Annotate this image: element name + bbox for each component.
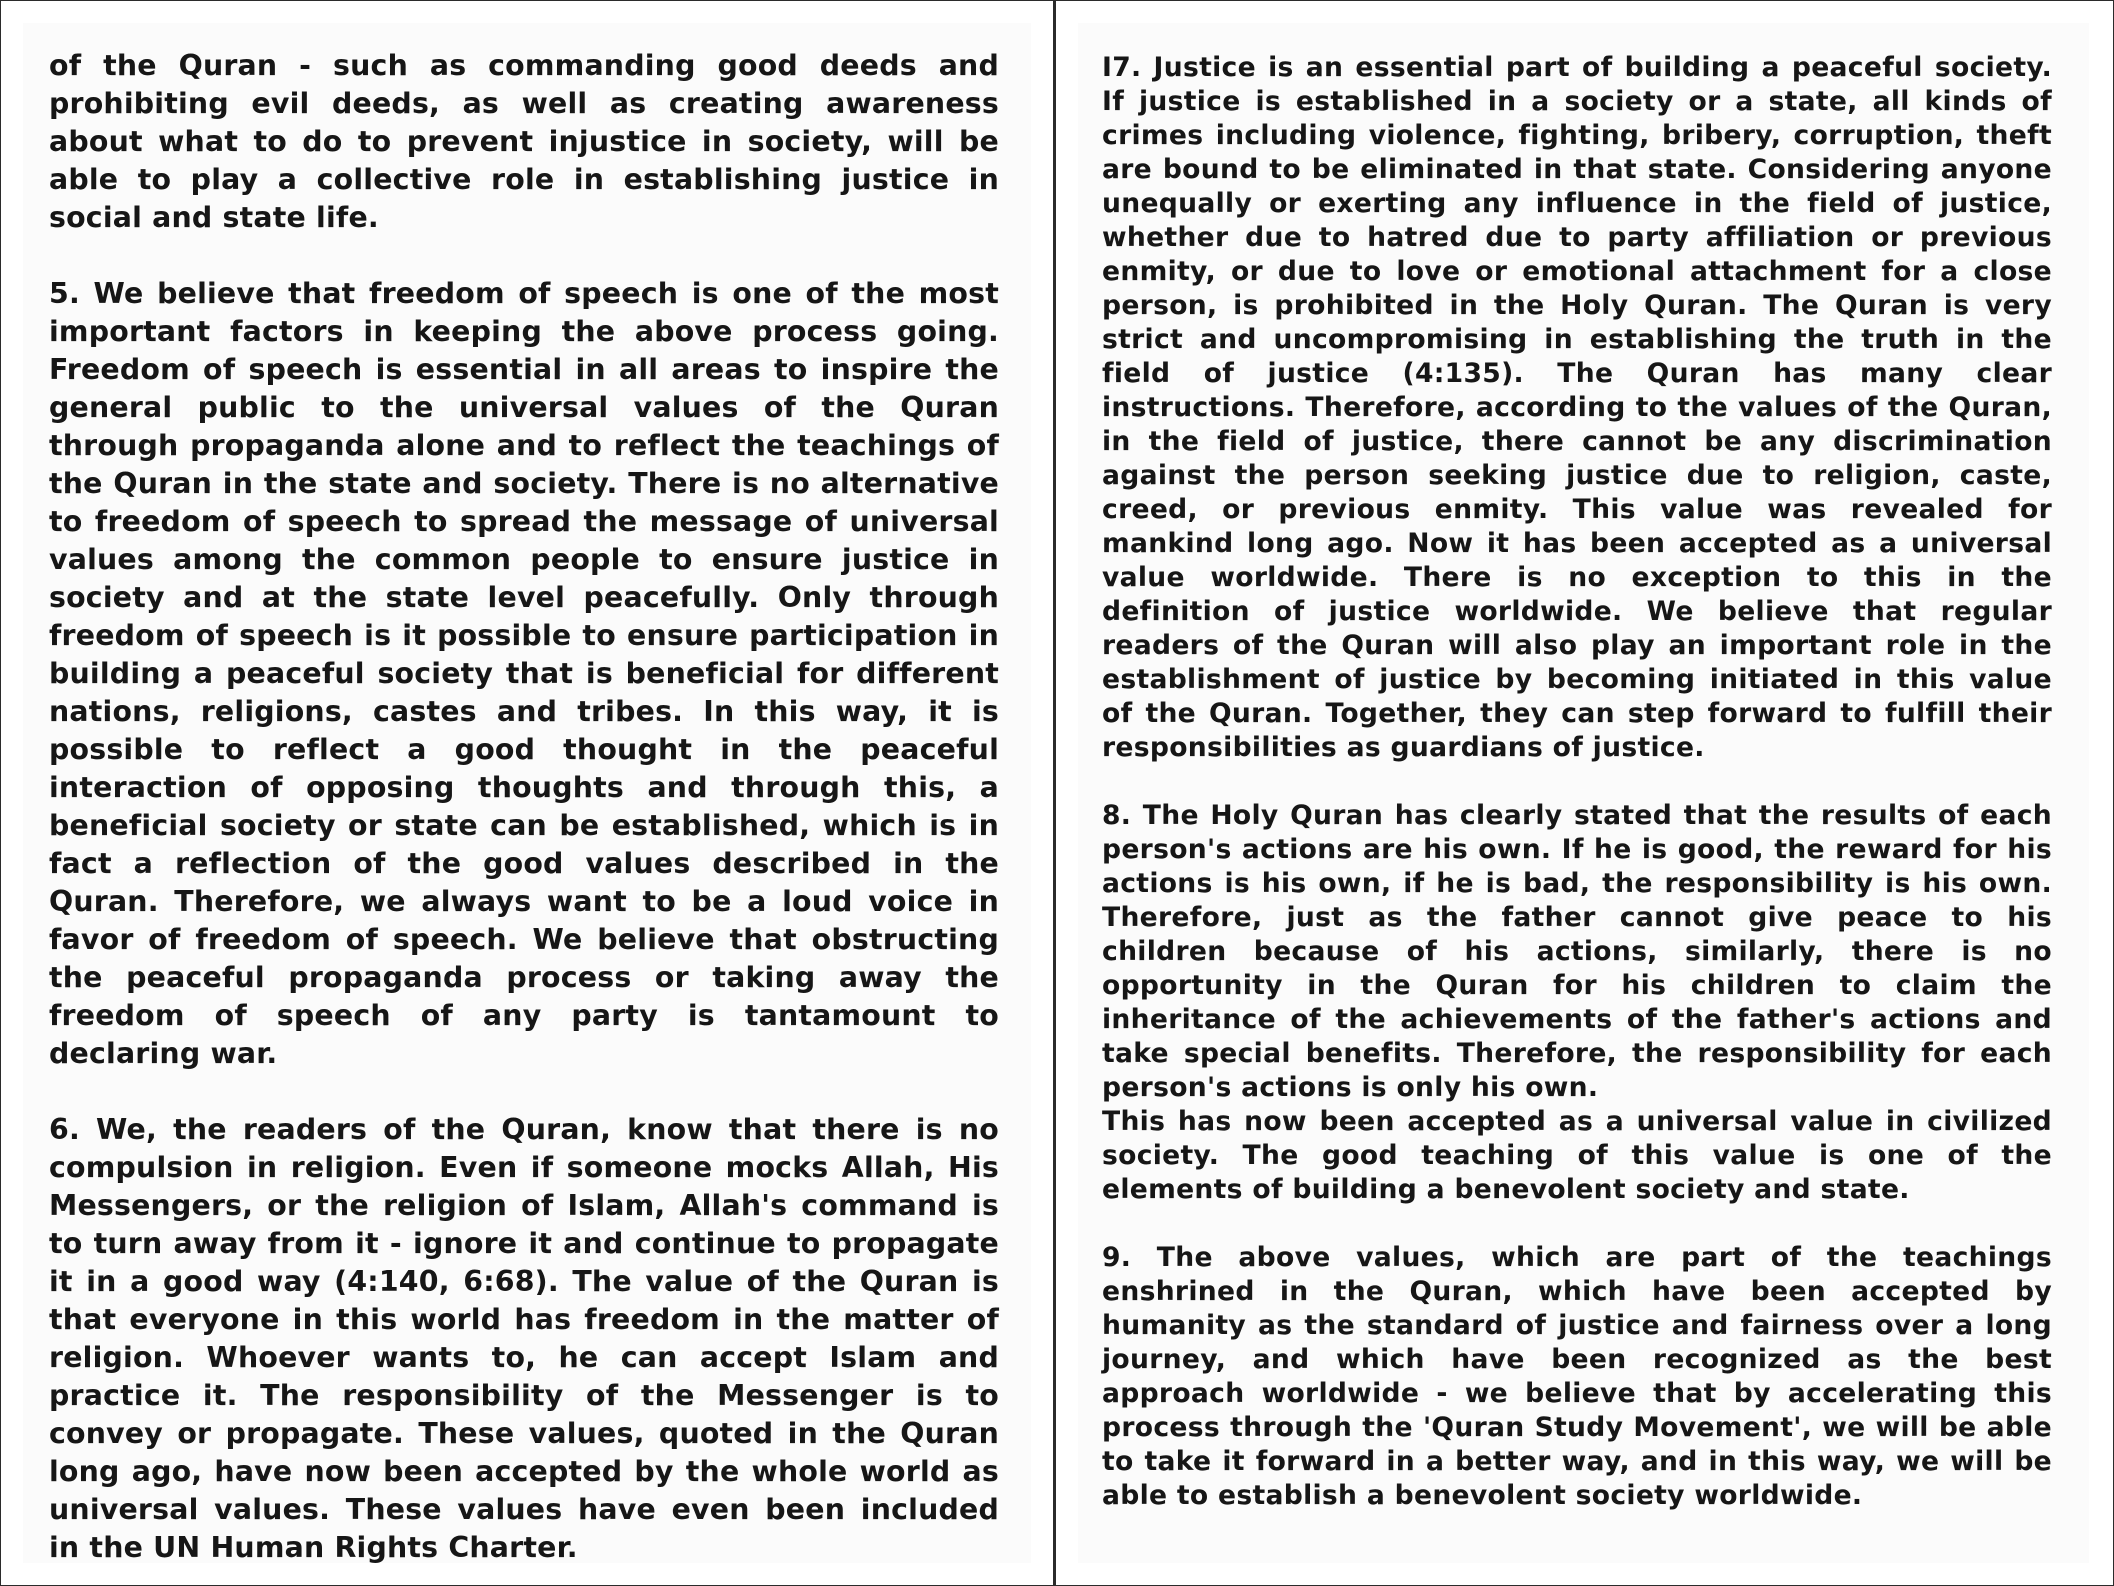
right-page [1056, 1, 2111, 1585]
paragraph-9-quran-study-movement: 9. The above values, which are part of the teachings enshrined in the Quran, which have been accepted by humanity as the standard of justice and fairness over a long journey, and which have been recognized as the best approach worldwide - we believe that by accelerating this process through the 'Quran Study Movement', we will be able to take it forward in a better way, and in this way, we will be able to establish a benevolent society worldwide. [1102, 1242, 2052, 1511]
paragraph-continuation: of the Quran - such as commanding good deeds and prohibiting evil deeds, as well as creating awareness about what to do to prevent injustice in society, will be able to play a collective role in establishing justice in social and state life. [49, 49, 999, 234]
paragraph-8-personal-responsibility: 8. The Holy Quran has clearly stated that the results of each person's actions are his own. If he is good, the reward for his actions is his own, if he is bad, the responsibility is his own. Therefore, just as the father cannot give peace to his children because of his actions, similarly, there is no opportunity in the Quran for his children to claim the inheritance of the achievements of the father's actions and take special benefits. Therefore, the responsibility for each person's actions is only his own. [1102, 800, 2052, 1103]
right-page-text [1102, 51, 2052, 1513]
paragraph-7-justice: I7. Justice is an essential part of building a peaceful society. If justice is established in a society or a state, all kinds of crimes including violence, fighting, bribery, corruption, theft are bound to be eliminated in that state. Considering anyone unequally or exerting any influence in the field of justice, whether due to hatred due to party affiliation or previous enmity, or due to love or emotional attachment for a close person, is prohibited in the Holy Quran. The Quran is very strict and uncompromising in establishing the truth in the field of justice (4:135). The Quran has many clear instructions. Therefore, according to the values of the Quran, in the field of justice, there cannot be any discrimination against the person seeking justice due to religion, caste, creed, or previous enmity. This value was revealed for mankind long ago. Now it has been accepted as a universal value worldwide. There is no exception to this in the definition of justice worldwide. We believe that regular readers of the Quran will also play an important role in the establishment of justice by becoming initiated in this value of the Quran. Together, they can step forward to fulfill their responsibilities as guardians of justice. [1102, 52, 2052, 763]
left-page [1, 1, 1056, 1585]
paragraph-5-freedom-of-speech: 5. We believe that freedom of speech is one of the most important factors in keeping the above process going. Freedom of speech is essential in all areas to inspire the general public to the universal values of the Quran through propaganda alone and to reflect the teachings of the Quran in the state and society. There is no alternative to freedom of speech to spread the message of universal values among the common people to ensure justice in society and at the state level peacefully. Only through freedom of speech is it possible to ensure participation in building a peaceful society that is beneficial for different nations, religions, castes and tribes. In this way, it is possible to reflect a good thought in the peaceful interaction of opposing thoughts and through this, a beneficial society or state can be established, which is in fact a reflection of the good values described in the Quran. Therefore, we always want to be a loud voice in favor of freedom of speech. We believe that obstructing the peaceful propaganda process or taking away the freedom of speech of any party is tantamount to declaring war. [49, 277, 999, 1070]
paragraph-6-no-compulsion: 6. We, the readers of the Quran, know that there is no compulsion in religion. Even if someone mocks Allah, His Messengers, or the religion of Islam, Allah's command is to turn away from it - ignore it and continue to propagate it in a good way (4:140, 6:68). The value of the Quran is that everyone in this world has freedom in the matter of religion. Whoever wants to, he can accept Islam and practice it. The responsibility of the Messenger is to convey or propagate. These values, quoted in the Quran long ago, have now been accepted by the whole world as universal values. These values have even been included in the UN Human Rights Charter. [49, 1113, 999, 1564]
paragraph-8-continuation: This has now been accepted as a universal value in civilized society. The good teaching of this value is one of the elements of building a benevolent society and state. [1102, 1106, 2052, 1205]
left-page-text [49, 47, 999, 1567]
